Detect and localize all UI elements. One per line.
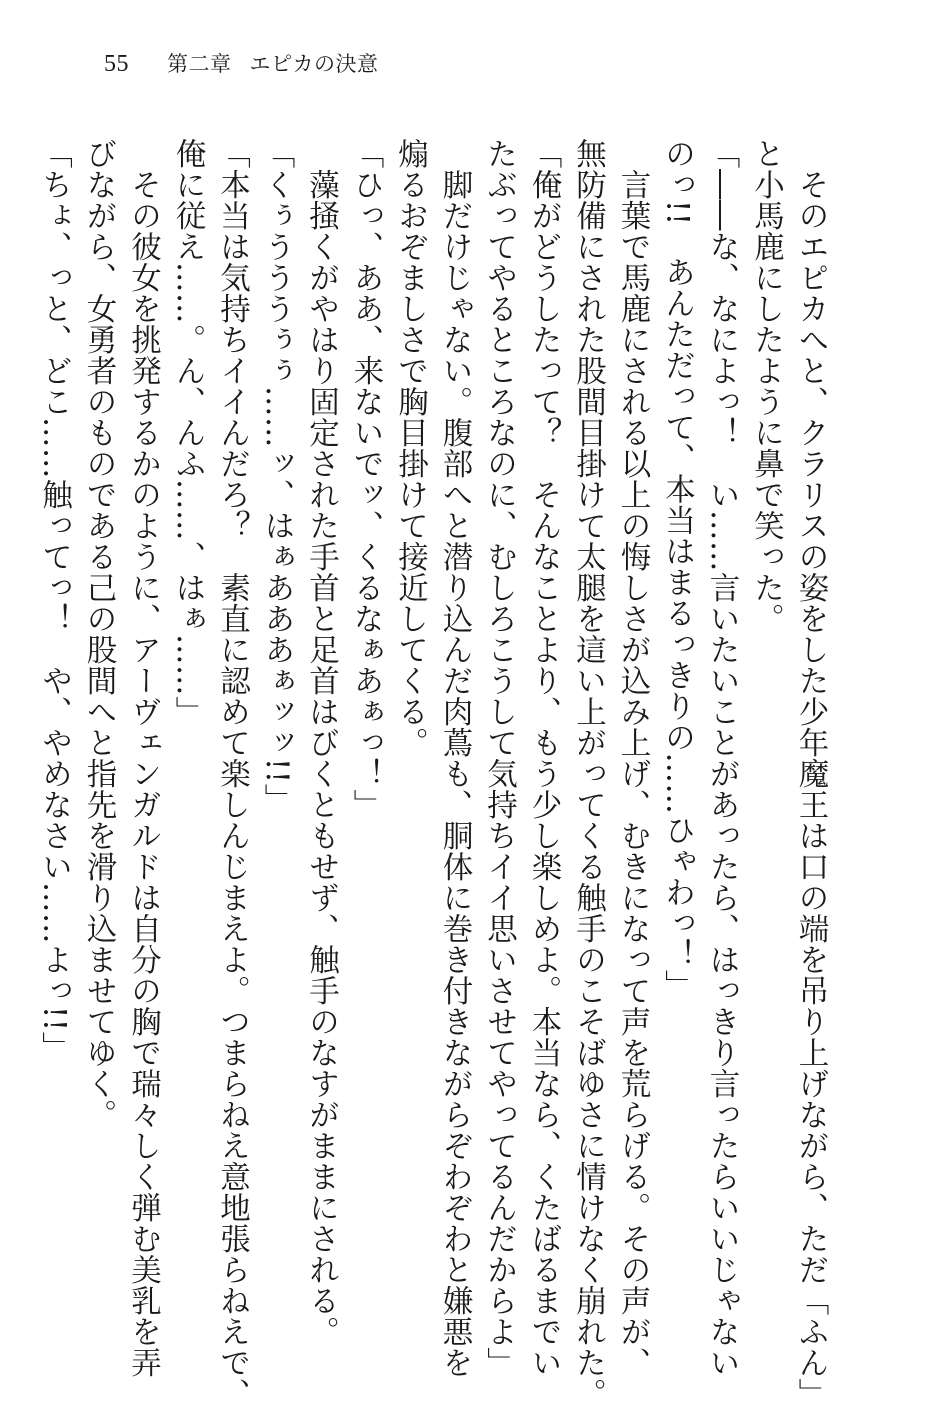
text-line: のっ!! あんただって、本当はまるっきりの……ひゃわっ！」 <box>659 138 695 1001</box>
text-line: 「ひっ、ああ、来ないでッ、くるなぁあぁっ！」 <box>348 138 383 820</box>
text-line: そのエピカへと、クラリスの姿をした少年魔王は口の端を吊り上げながら、ただ「ふん」 <box>793 138 828 1409</box>
text-line: 言葉で馬鹿にされる以上の悔しさが込み上げ、むきになって声を荒らげる。その声が、 <box>615 138 650 1378</box>
text-line: 俺に従え……。ん、んふ……、はぁ……」 <box>170 138 205 727</box>
text-line: 藻掻くがやはり固定された手首と足首はびくともせず、触手のなすがままにされる。 <box>303 138 339 1347</box>
text-line: 「俺がどうしたって？ そんなことより、もう少し楽しめよ。本当なら、くたばるまでい <box>526 138 561 1378</box>
page-header <box>104 48 379 78</box>
text-line: 「本当は気持ちイイんだろ？ 素直に認めて楽しんじまえよ。つまらねえ意地張らねえで、 <box>214 138 250 1409</box>
text-line: 「――な、なによっ！ い……言いたいことがあったら、はっきり言ったらいいじゃない <box>704 138 739 1378</box>
chapter-number: 第二章 <box>167 52 232 76</box>
text-line: びながら、女勇者のものである己の股間へと指先を滑り込ませてゆく。 <box>81 138 116 1130</box>
text-line: 「くぅうううぅぅ……ッ、はぁあああぁッッ!!」 <box>259 138 294 815</box>
text-line: 無防備にされた股間目掛けて太腿を這い上がってくる触手のこそばゆさに情けなく崩れた。 <box>570 138 606 1409</box>
text-line: 「ちょ、っと、どこ……触ってっ！ や、やめなさい……よっ!!」 <box>36 138 72 1063</box>
text-line: 脚だけじゃない。腹部へと潜り込んだ肉蔦も、胴体に巻き付きながらぞわぞわと嫌悪を <box>437 138 472 1378</box>
novel-body-text <box>36 138 832 1409</box>
text-line: と小馬鹿にしたように鼻で笑った。 <box>748 138 784 634</box>
text-line: たぶってやるところなのに、むしろこうして気持ちイイ思いさせてやってるんだからよ」 <box>481 138 517 1378</box>
chapter-title: エピカの決意 <box>249 52 379 76</box>
text-line: 煽るおぞましさで胸目掛けて接近してくる。 <box>392 138 428 758</box>
chapter-heading <box>167 48 379 78</box>
page-number: 55 <box>104 51 129 77</box>
text-line: その彼女を挑発するかのように、アーヴェンガルドは自分の胸で瑞々しく弾む美乳を弄 <box>125 138 161 1378</box>
